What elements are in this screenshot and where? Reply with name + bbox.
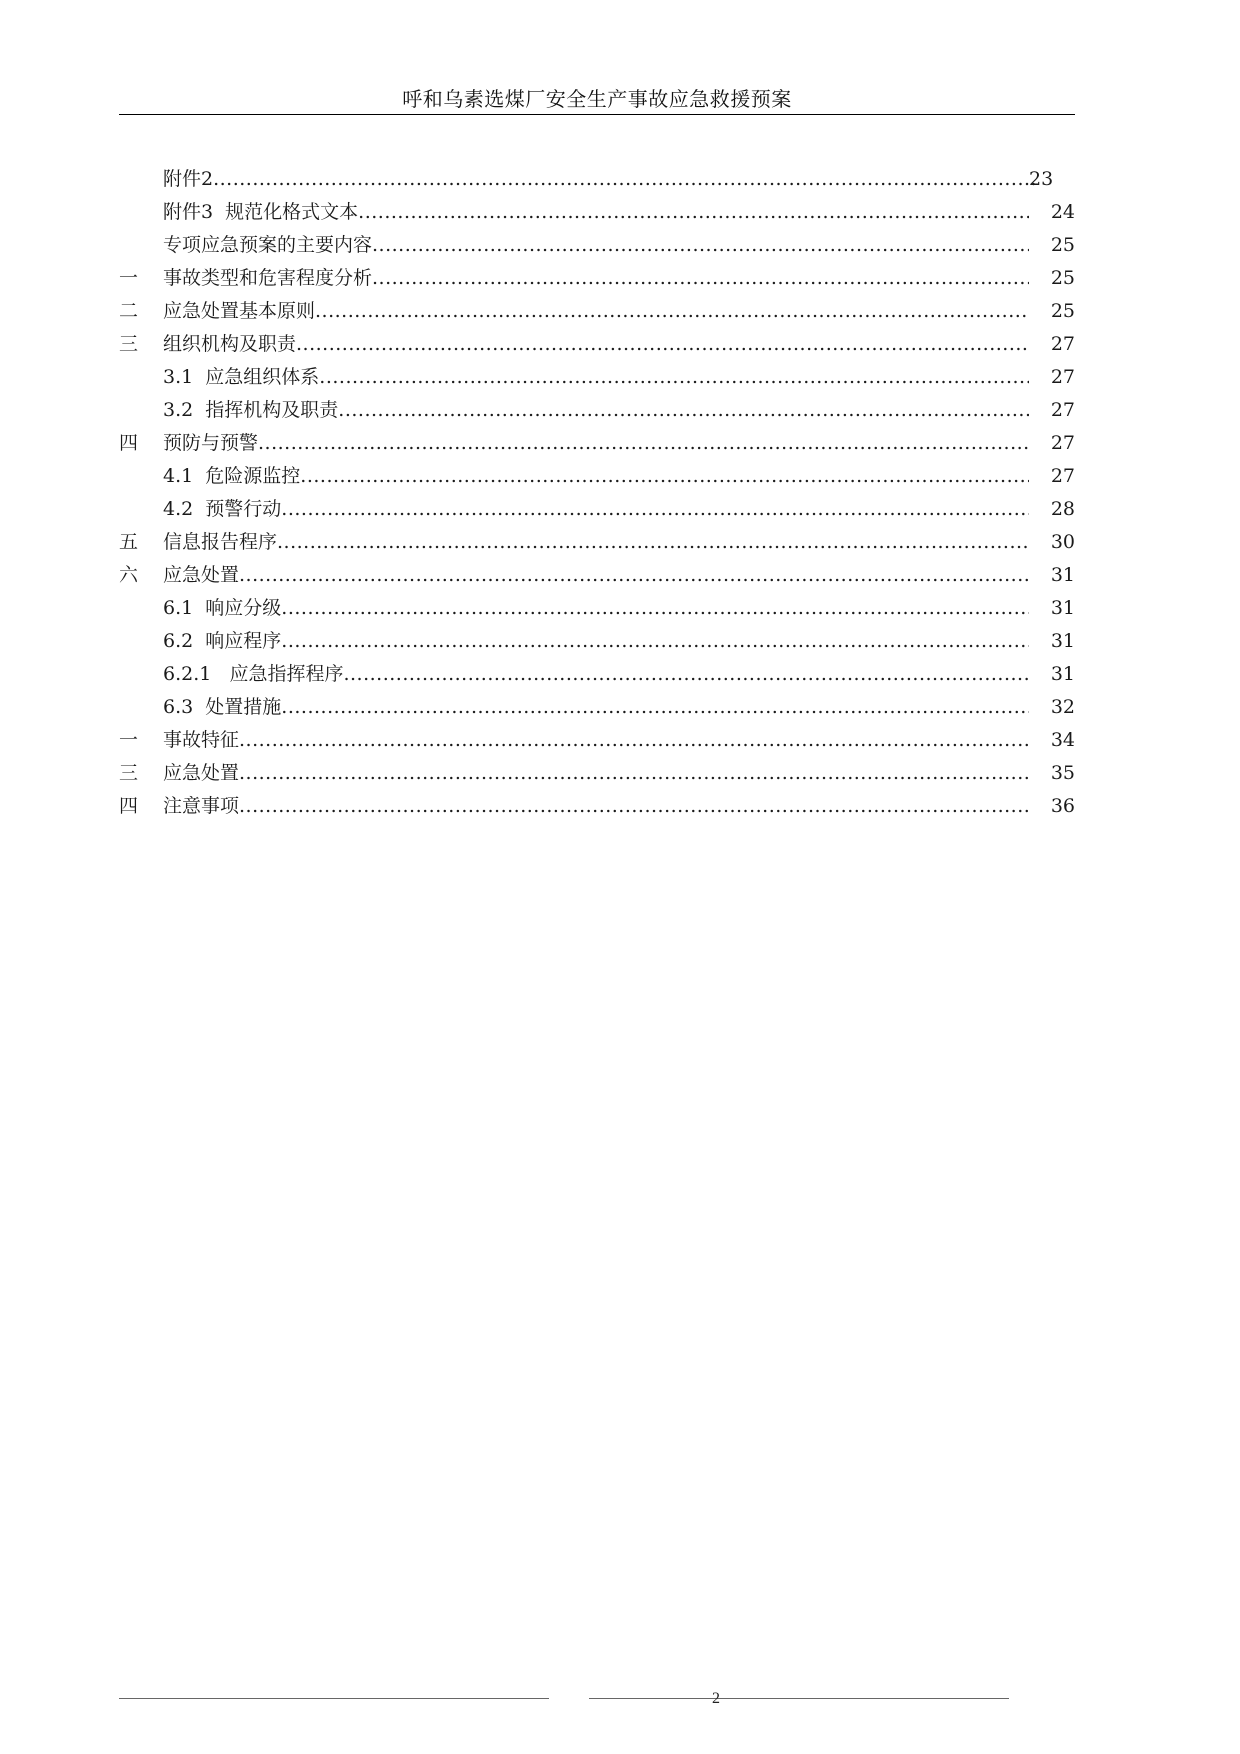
toc-entry-body bbox=[163, 625, 1029, 658]
toc-entry-number: 四 bbox=[119, 795, 139, 817]
toc-entry-number: 二 bbox=[119, 300, 139, 322]
toc-entry[interactable] bbox=[119, 658, 1075, 691]
toc-entry-body bbox=[163, 757, 1029, 790]
toc-dot-leader bbox=[319, 361, 1029, 394]
toc-entry[interactable] bbox=[119, 790, 1075, 823]
toc-entry[interactable] bbox=[119, 295, 1075, 328]
footer-rule-left bbox=[119, 1698, 549, 1699]
toc-entry-page: 23 bbox=[1029, 168, 1054, 190]
toc-entry-body bbox=[163, 790, 1029, 823]
toc-entry-body bbox=[163, 196, 1029, 229]
toc-dot-leader bbox=[281, 691, 1029, 724]
toc-entry-page: 25 bbox=[1050, 300, 1075, 322]
toc-dot-leader bbox=[296, 328, 1029, 361]
toc-entry[interactable] bbox=[119, 526, 1075, 559]
toc-entry[interactable] bbox=[119, 328, 1075, 361]
page-header bbox=[119, 84, 1075, 115]
toc-entry[interactable] bbox=[119, 724, 1075, 757]
toc-entry-label: 6.3 处置措施 bbox=[163, 696, 282, 718]
toc-entry-page: 31 bbox=[1050, 564, 1075, 586]
toc-dot-leader bbox=[277, 526, 1029, 559]
toc-entry-label: 组织机构及职责 bbox=[163, 333, 297, 355]
toc-entry-number: 五 bbox=[119, 531, 139, 553]
toc-entry-page: 28 bbox=[1050, 498, 1075, 520]
toc-entry-body bbox=[163, 361, 1029, 394]
toc-entry-label: 预防与预警 bbox=[163, 432, 259, 454]
toc-entry-body bbox=[163, 691, 1029, 724]
toc-entry[interactable] bbox=[119, 394, 1075, 427]
toc-entry[interactable] bbox=[119, 163, 1075, 196]
toc-entry[interactable] bbox=[119, 559, 1075, 592]
toc-entry-page: 27 bbox=[1050, 366, 1075, 388]
toc-entry-label: 应急处置 bbox=[163, 762, 240, 784]
toc-dot-leader bbox=[300, 460, 1029, 493]
toc-entry[interactable] bbox=[119, 691, 1075, 724]
toc-entry-label: 4.2 预警行动 bbox=[163, 498, 282, 520]
toc-entry-body bbox=[163, 592, 1029, 625]
toc-entry[interactable] bbox=[119, 196, 1075, 229]
toc-entry-page: 27 bbox=[1050, 399, 1075, 421]
toc-entry-body bbox=[163, 229, 1029, 262]
toc-entry[interactable] bbox=[119, 493, 1075, 526]
toc-entry-label: 信息报告程序 bbox=[163, 531, 278, 553]
toc-dot-leader bbox=[281, 493, 1029, 526]
toc-entry-body bbox=[163, 427, 1029, 460]
toc-entry-label: 事故类型和危害程度分析 bbox=[163, 267, 373, 289]
toc-entry-label: 注意事项 bbox=[163, 795, 240, 817]
toc-entry-page: 24 bbox=[1050, 201, 1075, 223]
toc-entry-label: 应急处置基本原则 bbox=[163, 300, 316, 322]
toc-dot-leader bbox=[372, 262, 1029, 295]
toc-entry-page: 27 bbox=[1050, 333, 1075, 355]
toc-dot-leader bbox=[343, 658, 1029, 691]
toc-entry-page: 34 bbox=[1050, 729, 1075, 751]
toc-entry-number: 一 bbox=[119, 267, 139, 289]
toc-entry-body bbox=[163, 460, 1029, 493]
toc-dot-leader bbox=[258, 427, 1029, 460]
toc-entry-body bbox=[163, 493, 1029, 526]
page-footer bbox=[119, 1684, 1009, 1714]
toc-dot-leader bbox=[338, 394, 1029, 427]
toc-entry-label: 附件3 规范化格式文本 bbox=[163, 201, 359, 223]
toc-entry-label: 3.2 指挥机构及职责 bbox=[163, 399, 339, 421]
toc-entry-page: 30 bbox=[1050, 531, 1075, 553]
toc-entry-page: 25 bbox=[1050, 234, 1075, 256]
toc-entry-page: 35 bbox=[1050, 762, 1075, 784]
toc-entry-body bbox=[163, 163, 1039, 196]
toc-entry-number: 六 bbox=[119, 564, 139, 586]
document-title: 呼和乌素选煤厂安全生产事故应急救援预案 bbox=[402, 87, 792, 111]
toc-dot-leader bbox=[281, 592, 1029, 625]
toc-entry-number: 四 bbox=[119, 432, 139, 454]
toc-dot-leader bbox=[372, 229, 1029, 262]
toc-entry-label: 3.1 应急组织体系 bbox=[163, 366, 320, 388]
toc-entry-page: 31 bbox=[1050, 597, 1075, 619]
page-number: 2 bbox=[712, 1690, 720, 1707]
toc-entry-page: 31 bbox=[1050, 663, 1075, 685]
footer-rule-right bbox=[589, 1698, 1009, 1699]
toc-entry-body bbox=[163, 724, 1029, 757]
toc-entry-number: 三 bbox=[119, 762, 139, 784]
toc-entry[interactable] bbox=[119, 427, 1075, 460]
toc-dot-leader bbox=[239, 724, 1029, 757]
toc-entry-label: 应急处置 bbox=[163, 564, 240, 586]
toc-entry-number: 三 bbox=[119, 333, 139, 355]
toc-entry[interactable] bbox=[119, 361, 1075, 394]
toc-entry[interactable] bbox=[119, 625, 1075, 658]
toc-entry-page: 25 bbox=[1050, 267, 1075, 289]
toc-entry[interactable] bbox=[119, 229, 1075, 262]
toc-entry-label: 6.1 响应分级 bbox=[163, 597, 282, 619]
toc-entry-body bbox=[163, 295, 1029, 328]
toc-entry-page: 32 bbox=[1050, 696, 1075, 718]
toc-entry-body bbox=[163, 526, 1029, 559]
toc-dot-leader bbox=[239, 757, 1029, 790]
toc-entry[interactable] bbox=[119, 262, 1075, 295]
toc-entry-label: 6.2.1 应急指挥程序 bbox=[163, 663, 344, 685]
toc-entry-body bbox=[163, 559, 1029, 592]
toc-dot-leader bbox=[281, 625, 1029, 658]
toc-dot-leader bbox=[239, 790, 1029, 823]
toc-entry[interactable] bbox=[119, 460, 1075, 493]
toc-entry-body bbox=[163, 394, 1029, 427]
toc-entry-page: 36 bbox=[1050, 795, 1075, 817]
toc-entry-label: 专项应急预案的主要内容 bbox=[163, 234, 373, 256]
toc-entry-page: 27 bbox=[1050, 465, 1075, 487]
toc-dot-leader bbox=[358, 196, 1029, 229]
toc-entry-label: 事故特征 bbox=[163, 729, 240, 751]
toc-entry[interactable] bbox=[119, 757, 1075, 790]
toc-dot-leader bbox=[239, 559, 1029, 592]
toc-entry-body bbox=[163, 262, 1029, 295]
table-of-contents bbox=[119, 163, 1075, 823]
toc-entry-number: 一 bbox=[119, 729, 139, 751]
toc-entry-body bbox=[163, 658, 1029, 691]
toc-dot-leader bbox=[213, 163, 1039, 196]
toc-entry-label: 4.1 危险源监控 bbox=[163, 465, 301, 487]
toc-dot-leader bbox=[315, 295, 1029, 328]
toc-entry-page: 31 bbox=[1050, 630, 1075, 652]
toc-entry[interactable] bbox=[119, 592, 1075, 625]
toc-entry-label: 附件2 bbox=[163, 168, 214, 190]
toc-entry-page: 27 bbox=[1050, 432, 1075, 454]
toc-entry-label: 6.2 响应程序 bbox=[163, 630, 282, 652]
toc-entry-body bbox=[163, 328, 1029, 361]
